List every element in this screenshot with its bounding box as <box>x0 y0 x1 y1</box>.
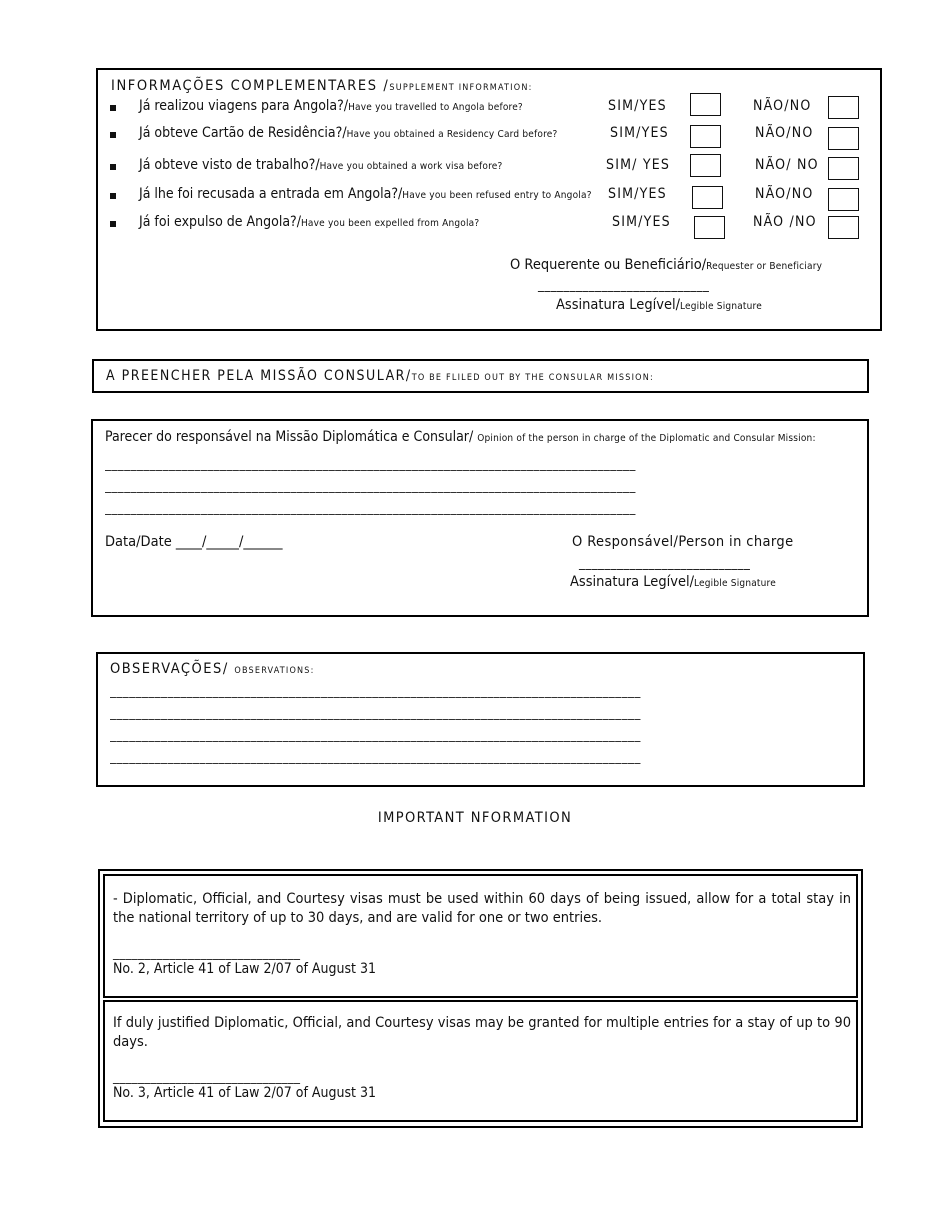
date-field[interactable]: Data/Date ____/_____/______ <box>105 534 283 550</box>
yes-checkbox[interactable] <box>692 186 723 209</box>
person-signature-label: Assinatura Legível/Legible Signature <box>570 574 776 590</box>
requester-signature-label: Assinatura Legível/Legible Signature <box>556 297 762 313</box>
observation-input-line[interactable]: ___________________________________________________________________________________ <box>110 728 641 743</box>
no-label: NÃO/ NO <box>755 157 819 173</box>
info-item-rule: ______________________________ <box>113 946 301 961</box>
supplement-title-en: SUPPLEMENT INFORMATION: <box>389 83 533 93</box>
yes-checkbox[interactable] <box>690 154 721 177</box>
bullet-icon <box>110 105 116 111</box>
no-label: NÃO/NO <box>755 186 814 202</box>
info-item-text: If duly justified Diplomatic, Official, and Courtesy visas may be granted for multiple entries for a stay of up to 90 days. <box>113 1015 851 1050</box>
consular-mission-title: A PREENCHER PELA MISSÃO CONSULAR/TO BE FLILED OUT BY THE CONSULAR MISSION: <box>106 368 654 384</box>
question-row-residency-card <box>110 125 870 153</box>
observations-section <box>96 652 865 787</box>
yes-label: SIM/YES <box>610 125 669 141</box>
bullet-icon <box>110 164 116 170</box>
yes-checkbox[interactable] <box>690 125 721 148</box>
info-item-rule: ______________________________ <box>113 1070 301 1085</box>
question-row-work-visa <box>110 157 870 185</box>
supplement-title-pt: INFORMAÇÕES COMPLEMENTARES / <box>111 78 390 94</box>
info-item-reference: No. 2, Article 41 of Law 2/07 of August 31 <box>113 961 376 977</box>
yes-checkbox[interactable] <box>690 93 721 116</box>
yes-checkbox[interactable] <box>694 216 725 239</box>
no-label: NÃO /NO <box>753 214 817 230</box>
bullet-icon <box>110 132 116 138</box>
no-checkbox[interactable] <box>828 96 859 119</box>
question-text: Já obteve Cartão de Residência?/Have you obtained a Residency Card before? <box>139 125 558 141</box>
no-checkbox[interactable] <box>828 127 859 150</box>
info-item-box <box>103 1000 858 1122</box>
supplement-information-section <box>96 68 882 331</box>
question-text: Já lhe foi recusada a entrada em Angola?/Have you been refused entry to Angola? <box>139 186 592 202</box>
opinion-input-line[interactable]: ___________________________________________________________________________________ <box>105 479 636 494</box>
person-signature-line: ___________________________ <box>579 556 751 571</box>
question-text: Já realizou viagens para Angola?/Have you travelled to Angola before? <box>139 98 523 114</box>
question-row-expelled <box>110 214 870 242</box>
opinion-input-line[interactable]: ___________________________________________________________________________________ <box>105 501 636 516</box>
person-in-charge-label: O Responsável/Person in charge <box>572 534 794 550</box>
opinion-title: Parecer do responsável na Missão Diplomática e Consular/ Opinion of the person in charge of the Diplomatic and Consular Mission: <box>105 429 816 445</box>
no-label: NÃO/NO <box>753 98 812 114</box>
question-text: Já obteve visto de trabalho?/Have you obtained a work visa before? <box>139 157 503 173</box>
important-information-section <box>98 869 863 1128</box>
question-text: Já foi expulso de Angola?/Have you been expelled from Angola? <box>139 214 480 230</box>
supplement-title <box>111 78 533 94</box>
no-label: NÃO/NO <box>755 125 814 141</box>
observation-input-line[interactable]: ___________________________________________________________________________________ <box>110 750 641 765</box>
opinion-input-line[interactable]: ___________________________________________________________________________________ <box>105 457 636 472</box>
yes-label: SIM/YES <box>612 214 671 230</box>
info-item-reference: No. 3, Article 41 of Law 2/07 of August 31 <box>113 1085 376 1101</box>
observations-title: OBSERVAÇÕES/ OBSERVATIONS: <box>110 661 315 677</box>
question-row-refused-entry <box>110 186 870 214</box>
yes-label: SIM/ YES <box>606 157 671 173</box>
question-row-travelled <box>110 98 870 126</box>
requester-signature-line: ___________________________ <box>538 278 710 293</box>
no-checkbox[interactable] <box>828 188 859 211</box>
info-item-box <box>103 874 858 998</box>
yes-label: SIM/YES <box>608 186 667 202</box>
observation-input-line[interactable]: ___________________________________________________________________________________ <box>110 684 641 699</box>
no-checkbox[interactable] <box>828 157 859 180</box>
opinion-section <box>91 419 869 617</box>
info-item-text: - Diplomatic, Official, and Courtesy visas must be used within 60 days of being issued, allow for a total stay in the national territory of up to 30 days, and are valid for one or two entries. <box>113 891 851 926</box>
important-information-heading: IMPORTANT NFORMATION <box>377 810 573 826</box>
bullet-icon <box>110 221 116 227</box>
bullet-icon <box>110 193 116 199</box>
yes-label: SIM/YES <box>608 98 667 114</box>
no-checkbox[interactable] <box>828 216 859 239</box>
requester-label: O Requerente ou Beneficiário/Requester or Beneficiary <box>510 257 823 273</box>
consular-mission-header <box>92 359 869 393</box>
observation-input-line[interactable]: ___________________________________________________________________________________ <box>110 706 641 721</box>
